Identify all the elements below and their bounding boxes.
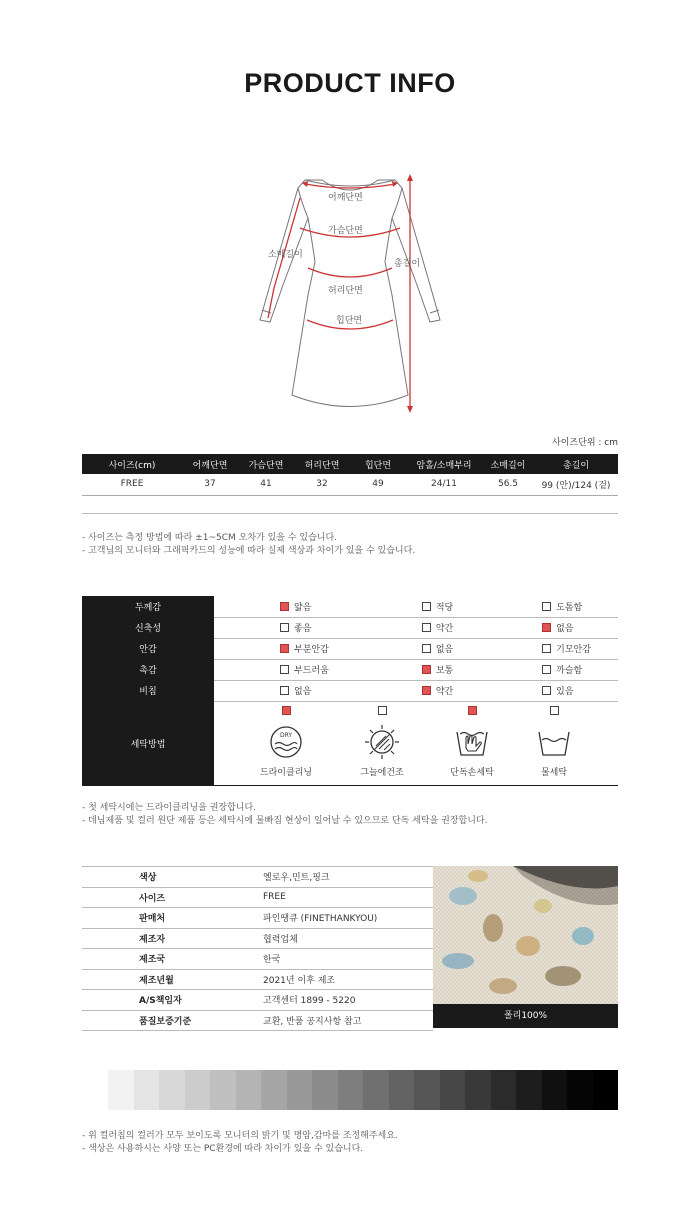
- dry-clean-icon: [266, 722, 306, 762]
- size-cell: 56.5: [482, 474, 534, 495]
- wash-item-water-wash: [504, 706, 604, 778]
- size-cell: FREE: [82, 474, 182, 495]
- wash-item-dry-clean: [236, 706, 336, 778]
- size-header-cell: 힙단면: [350, 454, 406, 474]
- attribute-label: 두께감: [82, 596, 214, 617]
- attribute-option-label: 적당: [435, 602, 454, 613]
- wash-item-label: 단독손세탁: [450, 767, 494, 778]
- size-header-cell: 소매길이: [482, 454, 534, 474]
- note-line: - 고객님의 모니터와 그래픽카드의 성능에 따라 실제 색상과 차이가 있을 수 있습니다.: [82, 546, 416, 556]
- gray-chip: [312, 1070, 338, 1110]
- attribute-option: [356, 659, 476, 680]
- gray-chip: [414, 1070, 440, 1110]
- attribute-label: 신축성: [82, 617, 214, 638]
- grayscale-color-chip: [108, 1070, 618, 1110]
- attribute-option: [476, 617, 618, 638]
- water-wash-icon: [534, 722, 574, 762]
- attribute-option-label: 약간: [435, 624, 454, 634]
- table-row: [82, 680, 618, 701]
- table-row: [82, 908, 433, 929]
- table-row: [82, 638, 618, 659]
- attribute-option-label: 얇음: [294, 602, 312, 613]
- info-value: 협력업체: [263, 928, 433, 949]
- diagram-label-hip: 힙단면: [336, 316, 363, 326]
- table-row: [82, 887, 433, 908]
- attribute-option-label: 까슬함: [556, 666, 583, 676]
- table-row: [82, 990, 433, 1011]
- gray-chip: [567, 1070, 593, 1110]
- table-row: [82, 867, 433, 888]
- size-table: [82, 454, 618, 496]
- table-row: [82, 928, 433, 949]
- note-line: - 위 컬러칩의 컬러가 모두 보이도록 모니터의 밝기 및 명암,감마를 조정해주세요.: [82, 1131, 398, 1141]
- attribute-option-label: 있음: [556, 687, 574, 697]
- gray-chip: [185, 1070, 211, 1110]
- unchecked-box-icon: [422, 602, 431, 611]
- hand-wash-icon: [452, 722, 492, 762]
- checked-box-icon: [280, 602, 289, 611]
- gray-chip: [542, 1070, 568, 1110]
- size-header-cell: 사이즈(cm): [82, 454, 182, 474]
- note-line: - 데님제품 및 컬러 원단 제품 등은 세탁시에 물빠짐 현상이 일어날 수 있으므로 단독 세탁을 권장합니다.: [82, 816, 488, 826]
- gray-chip: [491, 1070, 517, 1110]
- size-header-cell: 총길이: [534, 454, 618, 474]
- gray-chip: [389, 1070, 415, 1110]
- attribute-label: 안감: [82, 638, 214, 659]
- attribute-option: [476, 596, 618, 617]
- size-cell: 99 (안)/124 (겉): [534, 474, 618, 495]
- gray-chip: [134, 1070, 160, 1110]
- info-value: 옐로우,민트,핑크: [263, 867, 433, 888]
- size-cell: 24/11: [406, 474, 482, 495]
- wash-method-row: [82, 701, 618, 785]
- attribute-option: [476, 638, 618, 659]
- gray-chip: [338, 1070, 364, 1110]
- wash-item-shade-dry: [332, 706, 432, 778]
- page-title: PRODUCT INFO: [244, 68, 456, 98]
- table-row: [82, 474, 618, 495]
- attribute-option: [214, 638, 356, 659]
- wash-item-label: 물세탁: [540, 767, 568, 778]
- attribute-option: [214, 596, 356, 617]
- size-cell: 41: [238, 474, 294, 495]
- garment-measurement-diagram: [250, 170, 450, 415]
- attribute-option-label: 없음: [294, 687, 312, 697]
- info-value: 고객센터 1899 - 5220: [263, 990, 433, 1011]
- attribute-option-label: 좋음: [294, 624, 312, 634]
- gray-chip: [440, 1070, 466, 1110]
- attributes-table: [82, 596, 618, 786]
- attribute-option-label: 부드러움: [294, 666, 329, 676]
- note-line: - 첫 세탁시에는 드라이클리닝을 권장합니다.: [82, 803, 257, 813]
- table-row: [82, 659, 618, 680]
- wash-checkbox: [378, 706, 387, 715]
- attribute-label: 비침: [82, 680, 214, 701]
- divider: [82, 513, 618, 514]
- info-key: A/S책임자: [82, 990, 263, 1011]
- info-key: 판매처: [82, 908, 263, 929]
- size-notes: [82, 532, 415, 558]
- attribute-option-label: 없음: [556, 624, 574, 634]
- fabric-attributes: [82, 596, 618, 786]
- checked-box-icon: [422, 686, 431, 695]
- gray-chip: [210, 1070, 236, 1110]
- fabric-composition: 폴리100%: [433, 1004, 618, 1028]
- attribute-option: [476, 659, 618, 680]
- product-info-table: [82, 866, 433, 1031]
- wash-method-options: [214, 701, 618, 785]
- size-header-cell: 어깨단면: [182, 454, 238, 474]
- info-key: 제조년월: [82, 969, 263, 990]
- wash-checkbox: [468, 706, 477, 715]
- diagram-label-chest: 가슴단면: [328, 226, 363, 236]
- attribute-option-label: 약간: [435, 687, 454, 697]
- attribute-option: [356, 617, 476, 638]
- table-row: [82, 596, 618, 617]
- note-line: - 색상은 사용하시는 사양 또는 PC환경에 따라 차이가 있을 수 있습니다.: [82, 1144, 364, 1154]
- unchecked-box-icon: [280, 623, 289, 632]
- checked-box-icon: [280, 644, 289, 653]
- info-value: 한국: [263, 949, 433, 970]
- gray-chip: [465, 1070, 491, 1110]
- table-row: [82, 969, 433, 990]
- diagram-label-shoulder: 어깨단면: [328, 193, 363, 203]
- diagram-label-sleeve: 소매길이: [268, 250, 303, 260]
- fabric-swatch-image: [433, 866, 618, 1004]
- wash-item-label: 그늘에건조: [360, 767, 404, 778]
- wash-method-label: 세탁방법: [82, 701, 214, 785]
- attribute-option: [356, 638, 476, 659]
- info-key: 색상: [82, 867, 263, 888]
- unchecked-box-icon: [422, 644, 431, 653]
- checked-box-icon: [422, 665, 431, 674]
- unchecked-box-icon: [542, 665, 551, 674]
- size-cell: 49: [350, 474, 406, 495]
- attribute-label: 촉감: [82, 659, 214, 680]
- unchecked-box-icon: [280, 665, 289, 674]
- wash-checkbox: [282, 706, 291, 715]
- info-key: 제조자: [82, 928, 263, 949]
- info-value: 교환, 반품 공지사항 참고: [263, 1010, 433, 1031]
- attribute-option: [214, 617, 356, 638]
- size-cell: 37: [182, 474, 238, 495]
- attribute-option: [214, 680, 356, 701]
- gray-chip: [516, 1070, 542, 1110]
- dry-icon-text: DRY: [279, 731, 293, 739]
- unchecked-box-icon: [280, 686, 289, 695]
- info-value: 파인땡큐 (FINETHANKYOU): [263, 908, 433, 929]
- attribute-option-label: 도톰함: [556, 602, 583, 613]
- attribute-option: [356, 680, 476, 701]
- gray-chip: [363, 1070, 389, 1110]
- gray-chip: [159, 1070, 185, 1110]
- unchecked-box-icon: [422, 623, 431, 632]
- size-table-header-row: [82, 454, 618, 474]
- info-key: 사이즈: [82, 887, 263, 908]
- wash-checkbox: [550, 706, 559, 715]
- wash-item-label: 드라이클리닝: [259, 767, 313, 778]
- unchecked-box-icon: [542, 644, 551, 653]
- diagram-label-total: 총길이: [394, 259, 421, 269]
- attribute-option: [356, 596, 476, 617]
- attribute-option-label: 보통: [435, 666, 454, 676]
- attribute-option: [214, 659, 356, 680]
- gray-chip: [236, 1070, 262, 1110]
- note-line: - 사이즈는 측정 방법에 따라 ±1~5CM 오차가 있을 수 있습니다.: [82, 533, 338, 543]
- info-key: 제조국: [82, 949, 263, 970]
- table-row: [82, 617, 618, 638]
- gray-chip: [287, 1070, 313, 1110]
- fabric-texture-picture: [433, 866, 618, 1004]
- info-value: FREE: [263, 887, 433, 908]
- gray-chip: [261, 1070, 287, 1110]
- diagram-label-waist: 허리단면: [328, 286, 363, 296]
- gray-chip: [593, 1070, 619, 1110]
- size-cell: 32: [294, 474, 350, 495]
- size-unit-label: 사이즈단위 : cm: [552, 438, 618, 448]
- gray-chip: [108, 1070, 134, 1110]
- shade-dry-icon: [362, 722, 402, 762]
- info-key: 품질보증기준: [82, 1010, 263, 1031]
- unchecked-box-icon: [542, 686, 551, 695]
- color-notes: [82, 1130, 398, 1156]
- size-header-cell: 허리단면: [294, 454, 350, 474]
- size-header-cell: 암홀/소매부리: [406, 454, 482, 474]
- wash-notes: [82, 802, 487, 828]
- table-row: [82, 949, 433, 970]
- info-value: 2021년 이후 제조: [263, 969, 433, 990]
- unchecked-box-icon: [542, 602, 551, 611]
- attribute-option-label: 없음: [435, 645, 454, 655]
- table-row: [82, 1010, 433, 1031]
- checked-box-icon: [542, 623, 551, 632]
- attribute-option-label: 부분안감: [294, 645, 329, 655]
- attribute-option: [476, 680, 618, 701]
- attribute-option-label: 기모안감: [556, 645, 591, 655]
- size-header-cell: 가슴단면: [238, 454, 294, 474]
